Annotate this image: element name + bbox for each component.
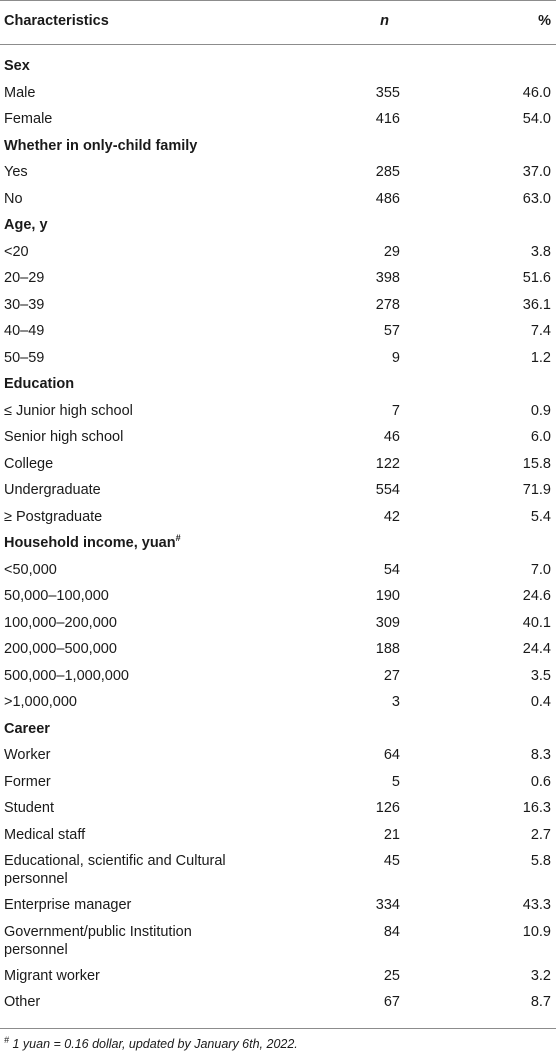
- row-percent: 0.9: [530, 402, 551, 419]
- row-percent: 10.9: [522, 923, 551, 940]
- row-percent: 2.7: [530, 826, 551, 843]
- row-n: 42: [383, 508, 400, 525]
- row-label: Senior high school: [4, 429, 124, 445]
- row-label: ≤ Junior high school: [4, 402, 133, 419]
- section-label: Household income, yuan: [4, 535, 176, 551]
- section-label: Age, y: [4, 217, 48, 233]
- section-footnote-marker: #: [175, 533, 181, 544]
- row-label: Student: [4, 800, 54, 816]
- row-percent: 51.6: [522, 270, 551, 286]
- row-n: 9: [391, 349, 400, 366]
- row-n: 334: [375, 897, 400, 913]
- row-label: 100,000–200,000: [4, 614, 117, 631]
- row-label: ≥ Postgraduate: [4, 508, 103, 525]
- row-n: 188: [375, 641, 400, 657]
- row-n: 7: [391, 402, 400, 419]
- row-percent: 6.0: [530, 429, 551, 445]
- row-percent: 46.0: [522, 84, 551, 101]
- row-percent: 0.4: [530, 694, 551, 710]
- row-percent: 5.4: [530, 508, 551, 525]
- row-percent: 0.6: [530, 773, 551, 790]
- row-label: Worker: [4, 747, 51, 763]
- row-n: 278: [375, 296, 400, 313]
- row-n: 486: [375, 190, 400, 207]
- row-percent: 7.0: [530, 561, 551, 578]
- row-n: 416: [375, 111, 400, 127]
- row-percent: 16.3: [522, 800, 551, 816]
- row-percent: 15.8: [522, 455, 551, 472]
- bottom-rule: [0, 1028, 556, 1029]
- row-percent: 43.3: [522, 897, 551, 913]
- row-label: Enterprise manager: [4, 897, 132, 913]
- section-label: Whether in only-child family: [4, 137, 198, 154]
- row-label: Government/public Institution personnel: [4, 923, 192, 958]
- row-n: 64: [383, 747, 400, 763]
- row-label: Migrant worker: [4, 967, 100, 984]
- row-percent: 5.8: [530, 853, 551, 869]
- row-percent: 8.3: [530, 747, 551, 763]
- section-label-group: [4, 534, 181, 552]
- row-n: 57: [383, 323, 400, 339]
- row-n: 122: [375, 455, 400, 472]
- row-label: 50–59: [4, 349, 45, 366]
- row-label: 500,000–1,000,000: [4, 667, 129, 684]
- row-percent: 1.2: [530, 349, 551, 366]
- header-percent: %: [538, 13, 551, 29]
- row-label: 40–49: [4, 323, 45, 339]
- row-label: Male: [4, 84, 36, 101]
- row-n: 84: [383, 923, 400, 940]
- row-label: Female: [4, 111, 53, 127]
- row-n: 355: [375, 84, 400, 101]
- row-percent: 37.0: [522, 164, 551, 180]
- row-percent: 40.1: [522, 614, 551, 631]
- row-label: Other: [4, 994, 41, 1010]
- section-label: Education: [4, 376, 75, 392]
- row-label: 50,000–100,000: [4, 588, 109, 604]
- row-n: 285: [375, 164, 400, 180]
- row-n: 126: [375, 800, 400, 816]
- row-percent: 8.7: [530, 994, 551, 1010]
- row-label: <20: [4, 243, 29, 260]
- row-label: 20–29: [4, 270, 45, 286]
- row-label: Undergraduate: [4, 482, 101, 498]
- row-percent: 36.1: [522, 296, 551, 313]
- footnote: [4, 1034, 298, 1051]
- row-label: Medical staff: [4, 826, 86, 843]
- row-label: College: [4, 455, 54, 472]
- row-n: 45: [383, 853, 400, 869]
- row-n: 54: [383, 561, 400, 578]
- row-percent: 24.6: [522, 588, 551, 604]
- row-n: 5: [391, 773, 400, 790]
- row-percent: 3.2: [530, 967, 551, 984]
- row-n: 25: [383, 967, 400, 984]
- row-label: 200,000–500,000: [4, 641, 117, 657]
- row-label: Yes: [4, 164, 28, 180]
- footnote-marker: #: [4, 1034, 10, 1045]
- row-percent: 24.4: [522, 641, 551, 657]
- section-label: Sex: [4, 58, 30, 74]
- top-rule: [0, 0, 556, 1]
- row-label: 30–39: [4, 296, 45, 313]
- row-n: 190: [375, 588, 400, 604]
- row-percent: 71.9: [522, 482, 551, 498]
- row-label: No: [4, 190, 23, 207]
- row-label: <50,000: [4, 561, 57, 578]
- section-label: Career: [4, 720, 50, 737]
- row-n: 67: [383, 994, 400, 1010]
- footnote-text: 1 yuan = 0.16 dollar, updated by January 6th, 2022.: [9, 1037, 298, 1051]
- row-n: 29: [383, 243, 400, 260]
- row-percent: 3.8: [530, 243, 551, 260]
- row-percent: 63.0: [522, 190, 551, 207]
- header-characteristics: Characteristics: [4, 13, 109, 29]
- row-n: 27: [383, 667, 400, 684]
- row-percent: 3.5: [530, 667, 551, 684]
- header-rule: [0, 44, 556, 45]
- row-n: 309: [375, 614, 400, 631]
- row-n: 398: [375, 270, 400, 286]
- row-label: >1,000,000: [4, 694, 77, 710]
- header-n: n: [380, 13, 389, 29]
- row-n: 554: [375, 482, 400, 498]
- row-n: 3: [391, 694, 400, 710]
- row-percent: 7.4: [530, 323, 551, 339]
- row-label: Former: [4, 773, 51, 790]
- row-n: 46: [383, 429, 400, 445]
- row-percent: 54.0: [522, 111, 551, 127]
- row-n: 21: [383, 826, 400, 843]
- row-label: Educational, scientific and Cultural personnel: [4, 853, 226, 887]
